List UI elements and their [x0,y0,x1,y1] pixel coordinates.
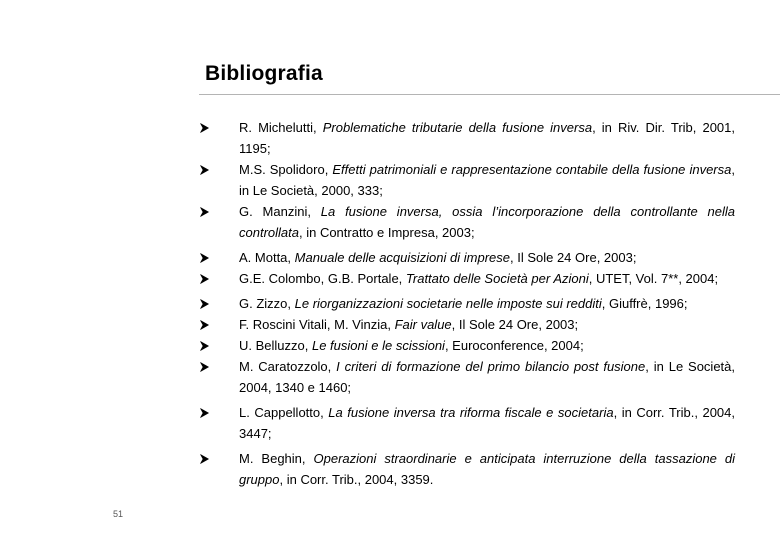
entry-author: F. Roscini Vitali, M. Vinzia, [239,317,395,332]
entry-work-title: I criteri di formazione del primo bilancio post fusione [336,359,646,374]
entry-work-title: Effetti patrimoniali e rappresentazione contabile della fusione inversa [332,162,732,177]
entry-author: G. Zizzo, [239,296,295,311]
page-title: Bibliografia [205,62,323,85]
entry-publication: , Il Sole 24 Ore, 2003; [509,250,637,265]
entry-work-title: Fair value [394,317,452,332]
page-number: 51 [113,509,124,519]
entry-publication: , in Contratto e Impresa, 2003; [298,225,475,240]
entry-author: M. Caratozzolo, [239,359,337,374]
entry-author: L. Cappellotto, [239,405,329,420]
entry-publication: , Euroconference, 2004; [444,338,584,353]
bibliography-entry [200,293,735,314]
title-divider [199,94,780,95]
entry-work-title: La fusione inversa, ossia l’incorporazione della controllante nella controllata [239,204,735,240]
entry-publication: , in Corr. Trib., 2004, 3447; [239,405,736,441]
arrowhead-bullet-icon [200,362,209,372]
entry-author: U. Belluzzo, [239,338,312,353]
entry-publication: , UTET, Vol. 7**, 2004; [588,271,719,286]
entry-publication: , in Le Società, 2004, 1340 e 1460; [239,359,736,395]
entry-author: G.E. Colombo, G.B. Portale, [239,271,406,286]
entry-author: M. Beghin, [239,451,314,466]
bibliography-entry [200,402,735,444]
entry-publication: , in Le Società, 2000, 333; [239,162,735,198]
entry-author: R. Michelutti, [239,120,323,135]
arrowhead-bullet-icon [200,408,209,418]
arrowhead-bullet-icon [200,274,209,284]
bibliography-entry [200,356,735,398]
arrowhead-bullet-icon [200,165,209,175]
bibliography-entry [200,247,735,268]
entry-work-title: Trattato delle Società per Azioni [405,271,589,286]
bibliography-entry [200,117,735,159]
entry-publication: , Giuffrè, 1996; [601,296,688,311]
bibliography-entry [200,335,735,356]
bibliography-entry [200,314,735,335]
entry-work-title: Problematiche tributarie della fusione inversa [322,120,593,135]
bibliography-list [200,117,735,490]
entry-author: G. Manzini, [239,204,321,219]
bibliography-entry [200,201,735,243]
arrowhead-bullet-icon [200,320,209,330]
arrowhead-bullet-icon [200,123,209,133]
bibliography-entry [200,448,735,490]
entry-publication: , in Riv. Dir. Trib, 2001, 1195; [239,120,735,156]
entry-author: A. Motta, [239,250,295,265]
entry-author: M.S. Spolidoro, [239,162,333,177]
entry-work-title: La fusione inversa tra riforma fiscale e societaria [328,405,614,420]
arrowhead-bullet-icon [200,207,209,217]
entry-work-title: Manuale delle acquisizioni di imprese [294,250,510,265]
arrowhead-bullet-icon [200,341,209,351]
arrowhead-bullet-icon [200,253,209,263]
arrowhead-bullet-icon [200,299,209,309]
arrowhead-bullet-icon [200,454,209,464]
bibliography-entry [200,268,735,289]
entry-publication: , in Corr. Trib., 2004, 3359. [279,472,434,487]
entry-work-title: Le riorganizzazioni societarie nelle imposte sui redditi [294,296,602,311]
entry-work-title: Le fusioni e le scissioni [311,338,445,353]
bibliography-entry [200,159,735,201]
entry-publication: , Il Sole 24 Ore, 2003; [451,317,579,332]
entry-work-title: Operazioni straordinarie e anticipata interruzione della tassazione di gruppo [239,451,735,487]
